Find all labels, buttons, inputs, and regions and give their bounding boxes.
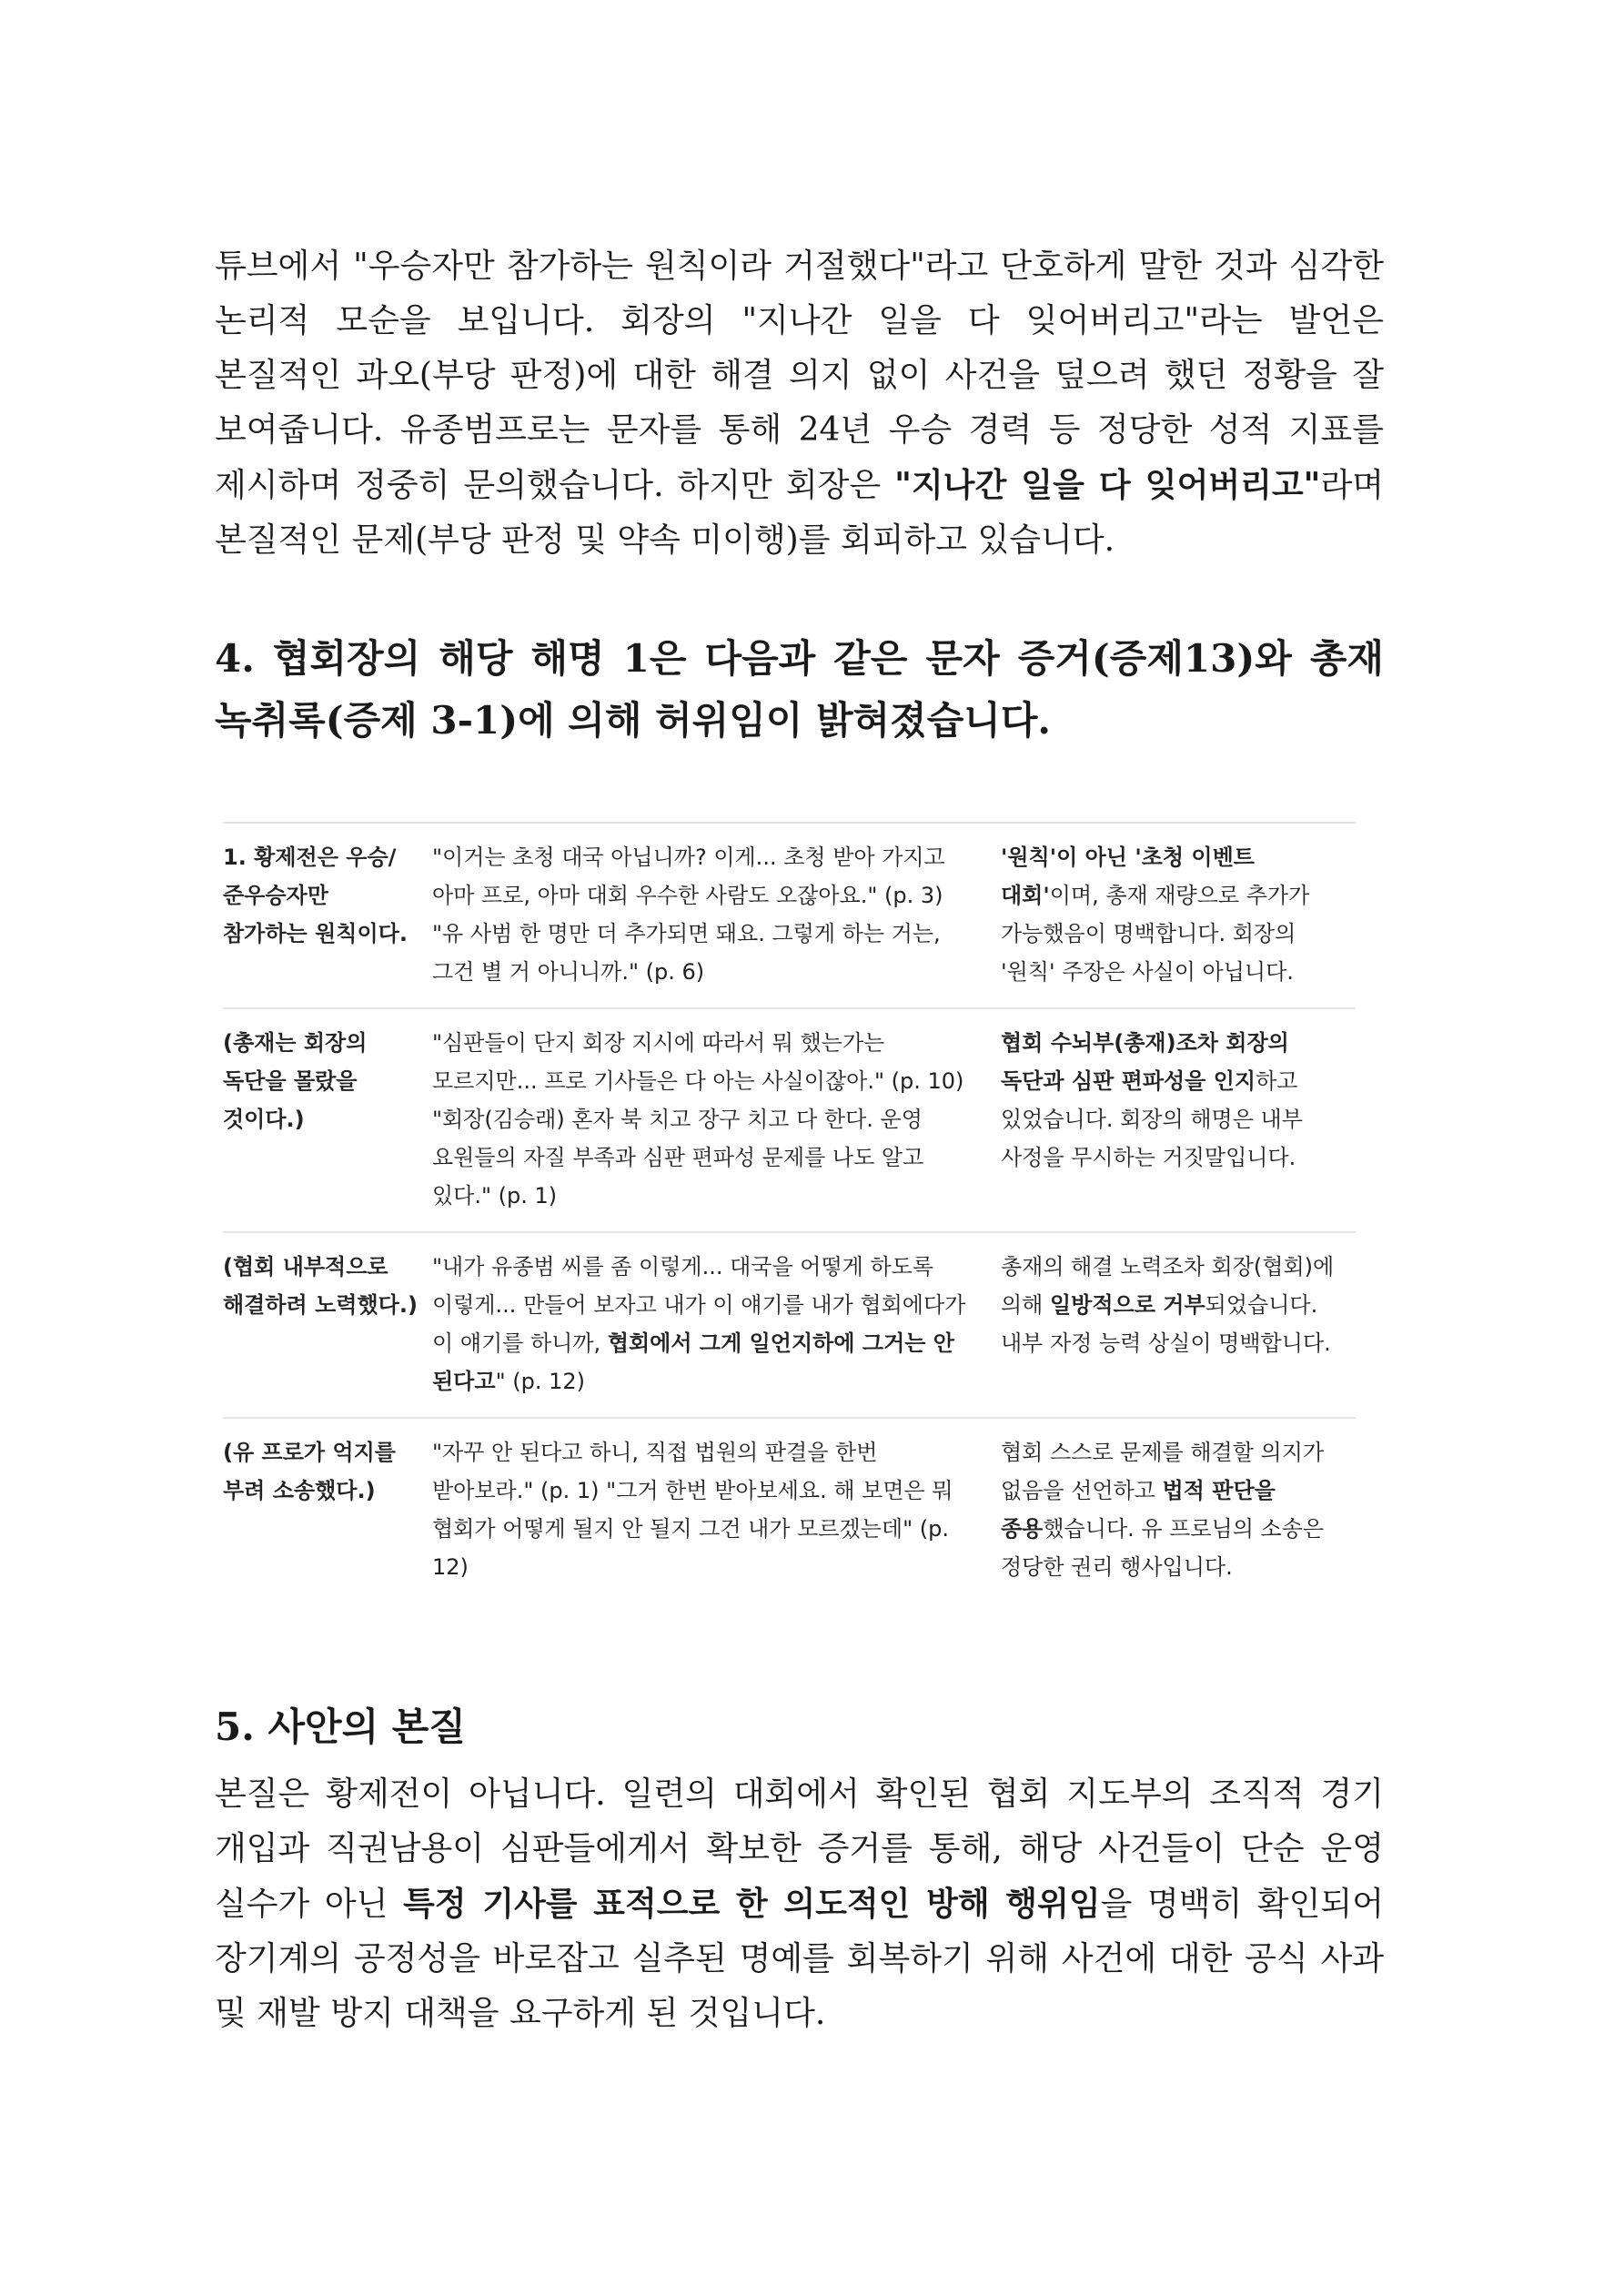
conclusion-cell	[992, 824, 1356, 1007]
text-run: 이며, 총재 재량으로 추가가 가능했음이 명백합니다. 회장의 '원칙' 주장은 사실이 아닙니다.	[1001, 883, 1310, 985]
text-run: "이거는 초청 대국 아닙니까? 이게... 초청 받아 가지고 아마 프로, 아마 대회 우수한 사람도 오잖아요." (p. 3) "유 사범 한 명만 더 추가되면 돼요. 그렇게 하는 거는, 그건 별 거 아니니까." (p. 6)	[432, 845, 945, 985]
table-row	[223, 822, 1356, 1007]
claim-cell: 1. 황제전은 우승/준우승자만 참가하는 원칙이다.	[223, 845, 408, 946]
text-run: 을 명백히 확인되어 장기계의 공정성을 바로잡고 실추된 명예를 회복하기 위해 사건에 대한 공식 사과 및 재발 방지 대책을 요구하게 된 것입니다.	[215, 1886, 1384, 2032]
bold-text-run: 협회 수뇌부(총재)조차 회장의 독단과 심판 편파성을 인지	[1001, 1030, 1289, 1094]
evidence-cell	[428, 1233, 992, 1417]
bold-text-run: 법적 판단을 종용	[1001, 1478, 1276, 1542]
evidence-cell	[428, 824, 992, 1007]
conclusion-cell	[992, 1233, 1356, 1417]
table-row	[223, 1417, 1356, 1603]
text-run: 하고 있었습니다. 회장의 해명은 내부 사정을 무시하는 거짓말입니다.	[1001, 1068, 1303, 1170]
evidence-cell	[428, 1009, 992, 1231]
bold-text-run: 특정 기사를 표적으로 한 의도적인 방해 행위임	[403, 1885, 1101, 1923]
section3-tail-paragraph	[215, 239, 1384, 568]
evidence-table	[223, 822, 1356, 1603]
text-run: 라며 본질적인 문제(부당 판정 및 약속 미이행)를 회피하고 있습니다.	[215, 467, 1384, 559]
bold-text-run: 일방적으로 거부	[1050, 1292, 1205, 1318]
text-run: 총재의 해결 노력조차 회장(협회)에 의해	[1001, 1254, 1335, 1318]
text-run: 되었습니다. 내부 자정 능력 상실이 명백합니다.	[1001, 1292, 1331, 1356]
section5-heading: 5. 사안의 본질	[215, 1704, 466, 1749]
text-run: "내가 유종범 씨를 좀 이렇게... 대국을 어떻게 하도록 이렇게... 만들어 보자고 내가 이 얘기를 내가 협회에다가 이 얘기를 하니까,	[432, 1254, 966, 1356]
text-run: 협회 스스로 문제를 해결할 의지가 없음을 선언하고	[1001, 1440, 1325, 1503]
text-run: "심판들이 단지 회장 지시에 따라서 뭐 했는가는 모르지만... 프로 기사들은 다 아는 사실이잖아." (p. 10) "회장(김승래) 혼자 북 치고 장구 치고 다 한다. 운영 요원들의 자질 부족과 심판 편파성 문제를 나도 알고 있다." (p. 1)	[432, 1030, 964, 1209]
claim-cell: (유 프로가 억지를 부려 소송했다.)	[223, 1440, 396, 1503]
conclusion-cell	[992, 1419, 1356, 1603]
claim-cell: (협회 내부적으로 해결하려 노력했다.)	[223, 1254, 418, 1318]
table-row	[223, 1231, 1356, 1417]
section4-heading: 4. 협회장의 해당 해명 1은 다음과 같은 문자 증거(증제13)와 총재 녹취록(증제 3-1)에 의해 허위임이 밝혀졌습니다.	[215, 636, 1384, 743]
bold-text-run: 협회에서 그게 일언지하에 그거는 안 된다고	[432, 1330, 954, 1394]
claim-cell: (총재는 회장의 독단을 몰랐을 것이다.)	[223, 1030, 368, 1132]
text-run: "자꾸 안 된다고 하니, 직접 법원의 판결을 한번 받아보라." (p. 1) "그거 한번 받아보세요. 해 보면은 뭐 협회가 어떻게 될지 안 될지 그건 내가 모르겠는데" (p. 12)	[432, 1440, 953, 1580]
table-row	[223, 1007, 1356, 1231]
conclusion-cell	[992, 1009, 1356, 1231]
text-run: 했습니다. 유 프로님의 소송은 정당한 권리 행사입니다.	[1001, 1516, 1325, 1580]
bold-text-run: "지나간 일을 다 잊어버리고"	[894, 466, 1321, 504]
text-run: 튜브에서 "우승자만 참가하는 원칙이라 거절했다"라고 단호하게 말한 것과 심각한 논리적 모순을 보입니다. 회장의 "지나간 일을 다 잊어버리고"라는 발언은 본질적인 과오(부당 판정)에 대한 해결 의지 없이 사건을 덮으려 했던 정황을 잘 보여줍니다. 유종범프로는 문자를 통해 24년 우승 경력 등 정당한 성적 지표를 제시하며 정중히 문의했습니다. 하지만 회장은	[215, 248, 1384, 504]
evidence-cell	[428, 1419, 992, 1603]
text-run: " (p. 12)	[495, 1369, 585, 1394]
bold-text-run: '원칙'이 아닌 '초청 이벤트 대회'	[1001, 845, 1255, 908]
text-run: 본질은 황제전이 아닙니다. 일련의 대회에서 확인된 협회 지도부의 조직적 경기 개입과 직권남용이 심판들에게서 확보한 증거를 통해, 해당 사건들이 단순 운영 실수가 아닌	[215, 1775, 1384, 1923]
section5-paragraph	[215, 1767, 1384, 2041]
